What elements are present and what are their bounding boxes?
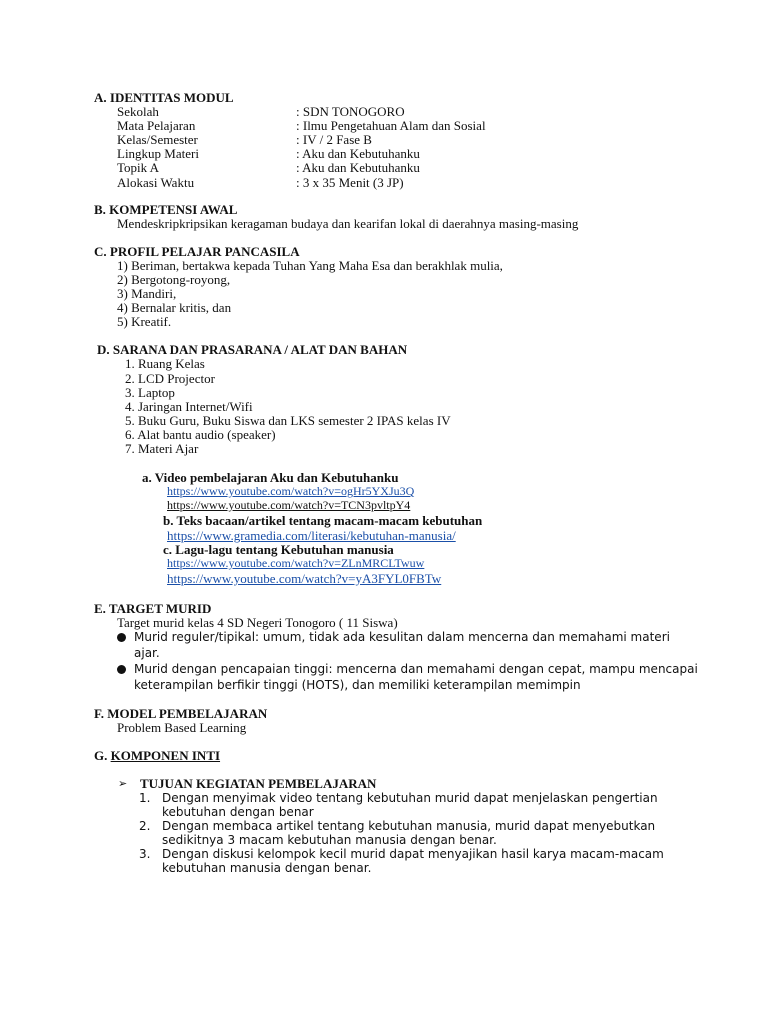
list-item: 4. Jaringan Internet/Wifi <box>125 399 253 414</box>
list-item: 1. Ruang Kelas <box>125 356 205 371</box>
list-number: 1. <box>139 791 151 805</box>
arrow-bullet-icon: ➢ <box>118 777 128 790</box>
list-item: 4) Bernalar kritis, dan <box>117 300 232 315</box>
sub-heading-tujuan: TUJUAN KEGIATAN PEMBELAJARAN <box>140 776 377 791</box>
section-g-title: KOMPONEN INTI <box>110 748 221 763</box>
section-f-text: Problem Based Learning <box>117 720 247 735</box>
row-label-time: Alokasi Waktu <box>117 175 195 190</box>
link-song-2[interactable]: https://www.youtube.com/watch?v=yA3FYL0FBTw <box>167 571 442 586</box>
list-item: 6. Alat bantu audio (speaker) <box>125 427 276 442</box>
list-item: 3. Laptop <box>125 385 175 400</box>
row-label-school: Sekolah <box>117 104 159 119</box>
list-item: 5. Buku Guru, Buku Siswa dan LKS semester 2 IPAS kelas IV <box>125 413 451 428</box>
list-item: Dengan menyimak video tentang kebutuhan murid dapat menjelaskan pengertian <box>162 791 658 805</box>
row-value-scope: : Aku dan Kebutuhanku <box>296 146 420 161</box>
list-item: kebutuhan manusia dengan benar. <box>162 861 372 875</box>
row-label-topic: Topik A <box>117 160 160 175</box>
row-label-subject: Mata Pelajaran <box>117 118 196 133</box>
link-song-1[interactable]: https://www.youtube.com/watch?v=ZLnMRCLTwuw <box>167 556 425 570</box>
section-e-heading: E. TARGET MURID <box>94 601 212 616</box>
sub-a-title: a. Video pembelajaran Aku dan Kebutuhanku <box>142 470 399 485</box>
list-item: 7. Materi Ajar <box>125 441 199 456</box>
list-number: 2. <box>139 819 151 833</box>
list-item: 2. LCD Projector <box>125 371 215 386</box>
row-value-subject: : Ilmu Pengetahuan Alam dan Sosial <box>296 118 486 133</box>
bullet-icon <box>117 633 126 642</box>
list-item: 5) Kreatif. <box>117 314 172 329</box>
section-g-prefix: G. <box>94 748 111 763</box>
link-article[interactable]: https://www.gramedia.com/literasi/kebutuhan-manusia/ <box>167 528 456 543</box>
row-value-class: : IV / 2 Fase B <box>296 132 372 147</box>
list-number: 3. <box>139 847 151 861</box>
section-a-heading: A. IDENTITAS MODUL <box>94 90 234 105</box>
row-label-class: Kelas/Semester <box>117 132 198 147</box>
bullet-text: ajar. <box>134 646 160 660</box>
row-label-scope: Lingkup Materi <box>117 146 199 161</box>
bullet-text: Murid reguler/tipikal: umum, tidak ada kesulitan dalam mencerna dan memahami materi <box>134 630 670 644</box>
section-b-text: Mendeskripkripsikan keragaman budaya dan kearifan lokal di daerahnya masing-masing <box>117 216 579 231</box>
list-item: 3) Mandiri, <box>117 286 177 301</box>
link-video-2[interactable]: https://www.youtube.com/watch?v=TCN3pvltpY4 <box>167 498 411 512</box>
section-b-heading: B. KOMPETENSI AWAL <box>94 202 238 217</box>
list-item: 1) Beriman, bertakwa kepada Tuhan Yang Maha Esa dan berakhlak mulia, <box>117 258 503 273</box>
section-c-heading: C. PROFIL PELAJAR PANCASILA <box>94 244 300 259</box>
section-d-heading: D. SARANA DAN PRASARANA / ALAT DAN BAHAN <box>97 342 408 357</box>
row-value-school: : SDN TONOGORO <box>296 104 405 119</box>
section-f-heading: F. MODEL PEMBELAJARAN <box>94 706 268 721</box>
bullet-text: keterampilan berfikir tinggi (HOTS), dan memiliki keterampilan memimpin <box>134 678 581 692</box>
row-value-topic: : Aku dan Kebutuhanku <box>296 160 420 175</box>
sub-c-title: c. Lagu-lagu tentang Kebutuhan manusia <box>163 542 394 557</box>
list-item: 2) Bergotong-royong, <box>117 272 231 287</box>
link-video-1[interactable]: https://www.youtube.com/watch?v=ogHr5YXJu3Q <box>167 484 415 498</box>
list-item: Dengan diskusi kelompok kecil murid dapat menyajikan hasil karya macam-macam <box>162 847 664 861</box>
section-e-intro: Target murid kelas 4 SD Negeri Tonogoro ( 11 Siswa) <box>117 615 398 630</box>
bullet-text: Murid dengan pencapaian tinggi: mencerna dan memahami dengan cepat, mampu mencapai <box>134 662 698 676</box>
section-g-heading <box>94 748 220 763</box>
sub-b-title: b. Teks bacaan/artikel tentang macam-macam kebutuhan <box>163 513 483 528</box>
row-value-time: : 3 x 35 Menit (3 JP) <box>296 175 404 190</box>
list-item: kebutuhan dengan benar <box>162 805 314 819</box>
bullet-icon <box>117 665 126 674</box>
list-item: sedikitnya 3 macam kebutuhan manusia dengan benar. <box>162 833 497 847</box>
list-item: Dengan membaca artikel tentang kebutuhan manusia, murid dapat menyebutkan <box>162 819 656 833</box>
